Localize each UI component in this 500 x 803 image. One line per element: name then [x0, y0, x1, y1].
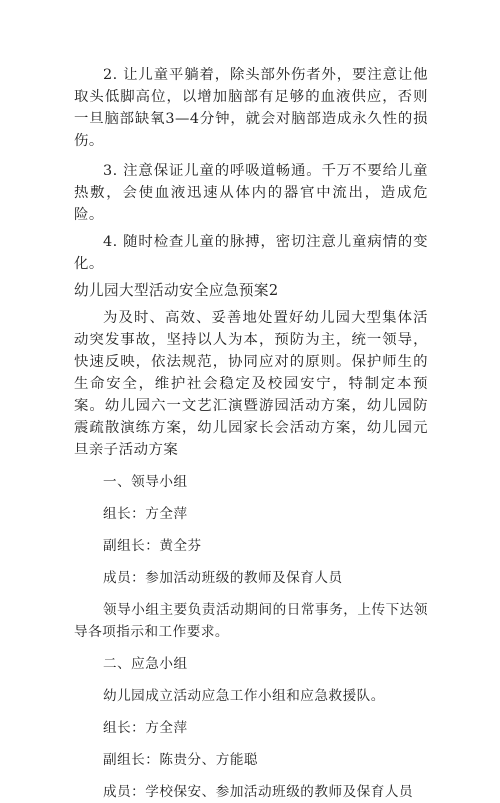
paragraph-step-4: 4. 随时检查儿童的脉搏，密切注意儿童病情的变化。	[74, 234, 428, 272]
emergency-group-intro: 幼儿园成立活动应急工作小组和应急救援队。	[103, 688, 385, 704]
emergency-leader: 组长：方全萍	[103, 720, 188, 736]
section-title: 幼儿园大型活动安全应急预案2	[74, 282, 279, 299]
leadership-deputy-leader: 副组长：黄全芬	[103, 538, 202, 554]
document-body	[74, 64, 428, 803]
paragraph-step-2: 2. 让儿童平躺着，除头部外伤者外，要注意让他取头低脚高位，以增加脑部有足够的血液供应，否则一旦脑部缺氧3—4分钟，就会对脑部造成永久性的损伤。	[74, 67, 428, 149]
leadership-leader: 组长：方全萍	[103, 506, 188, 522]
paragraph-step-3: 3. 注意保证儿童的呼吸道畅通。千万不要给儿童热敷，会使血液迅速从体内的器官中流出，造成危险。	[74, 163, 428, 223]
emergency-members: 成员：学校保安、参加活动班级的教师及保育人员	[103, 784, 414, 800]
leadership-members: 成员：参加活动班级的教师及保育人员	[103, 570, 343, 586]
leadership-duties: 领导小组主要负责活动期间的日常事务，上传下达领导各项指示和工作要求。	[74, 602, 428, 640]
heading-emergency-group: 二、应急小组	[103, 656, 188, 672]
heading-leadership-group: 一、领导小组	[103, 474, 188, 490]
paragraph-intro: 为及时、高效、妥善地处置好幼儿园大型集体活动突发事故，坚持以人为本，预防为主，统一领导，快速反映，依法规范，协同应对的原则。保护师生的生命安全，维护社会稳定及校园安宁，特制定本预案。幼儿园六一文艺汇演暨游园活动方案，幼儿园防震疏散演练方案，幼儿园家长会活动方案，幼儿园元旦亲子活动方案	[74, 310, 428, 458]
emergency-deputy-leader: 副组长：陈贵分、方能聪	[103, 752, 259, 768]
